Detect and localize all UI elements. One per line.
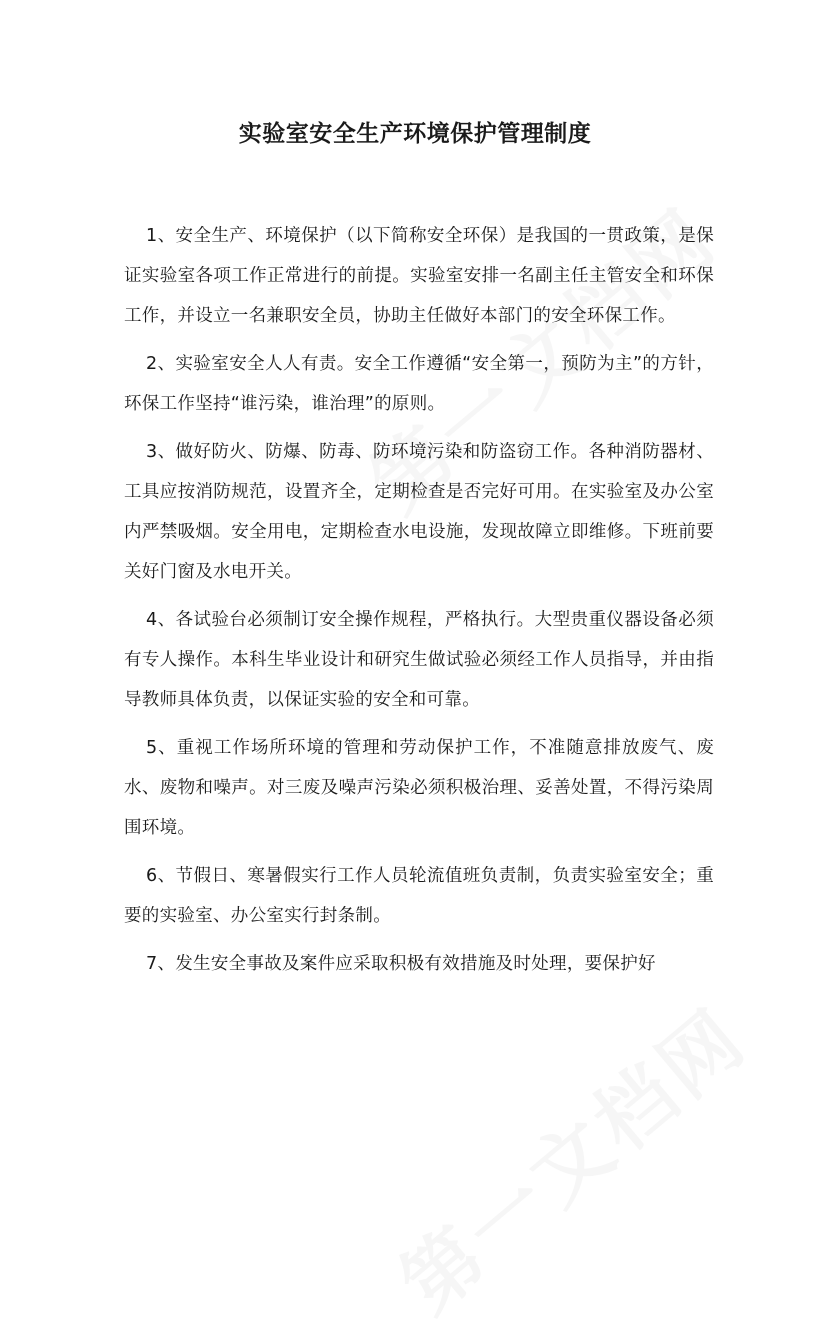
paragraph-6: 6、节假日、寒暑假实行工作人员轮流值班负责制，负责实验室安全；重要的实验室、办公室实行封条制。: [124, 866, 714, 926]
paragraph-5: 5、重视工作场所环境的管理和劳动保护工作，不准随意排放废气、废水、废物和噪声。对三废及噪声污染必须积极治理、妥善处置，不得污染周围环境。: [124, 738, 714, 838]
document-body: [124, 216, 714, 992]
document-title: 实验室安全生产环境保护管理制度: [238, 121, 592, 147]
paragraph-3: 3、做好防火、防爆、防毒、防环境污染和防盗窃工作。各种消防器材、工具应按消防规范，设置齐全，定期检查是否完好可用。在实验室及办公室内严禁吸烟。安全用电，定期检查水电设施，发现故障立即维修。下班前要关好门窗及水电开关。: [124, 442, 714, 582]
paragraph-4: 4、各试验台必须制订安全操作规程，严格执行。大型贵重仪器设备必须有专人操作。本科生毕业设计和研究生做试验必须经工作人员指导，并由指导教师具体负责，以保证实验的安全和可靠。: [124, 610, 714, 710]
paragraph-7: 7、发生安全事故及案件应采取积极有效措施及时处理，要保护好: [146, 954, 656, 974]
watermark-bottom: [373, 978, 767, 1334]
paragraph-2: 2、实验室安全人人有责。安全工作遵循“安全第一，预防为主”的方针，环保工作坚持“谁污染，谁治理”的原则。: [124, 354, 714, 414]
paragraph-1: 1、安全生产、环境保护（以下简称安全环保）是我国的一贯政策，是保证实验室各项工作正常进行的前提。实验室安排一名副主任主管安全和环保工作，并设立一名兼职安全员，协助主任做好本部门的安全环保工作。: [124, 226, 714, 326]
